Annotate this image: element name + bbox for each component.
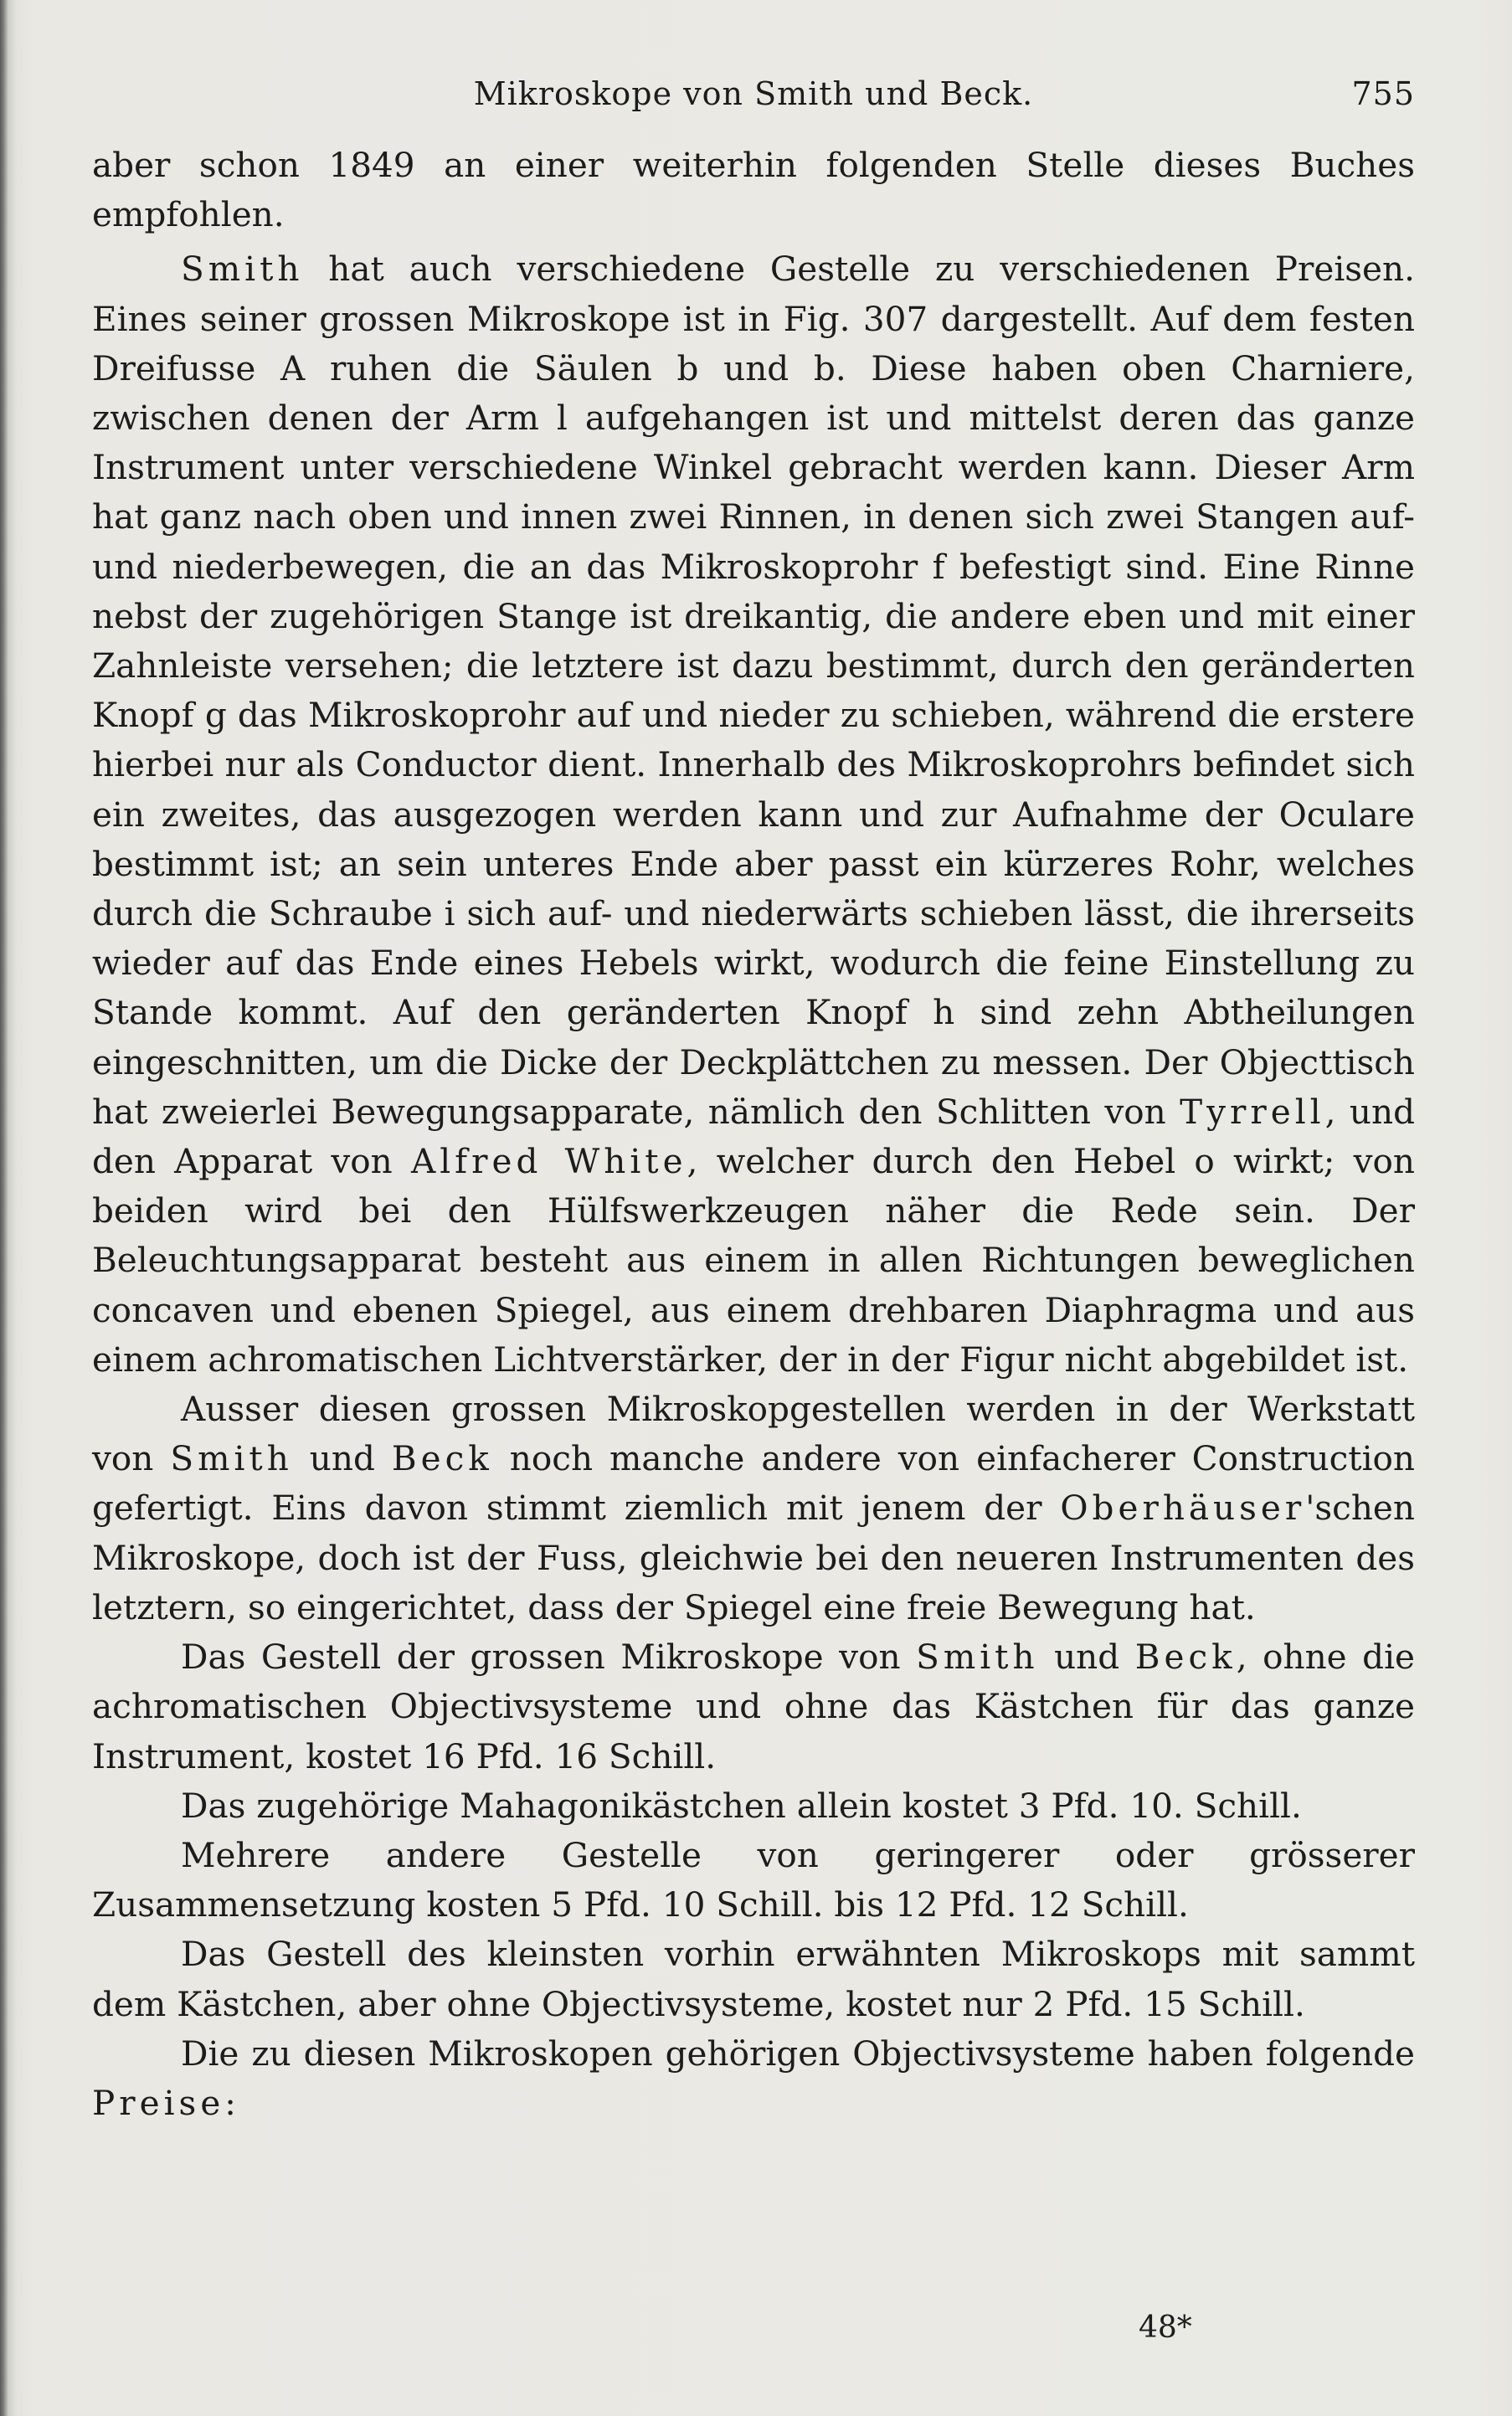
- page-number: 755: [1351, 75, 1415, 112]
- name-smith: Smith: [181, 249, 304, 290]
- p4-und: und: [1038, 1637, 1135, 1678]
- running-head: [92, 75, 1415, 126]
- running-head-title: Mikroskope von Smith und Beck.: [473, 75, 1034, 112]
- body-text: [92, 141, 1415, 2128]
- paragraph-7: Das Gestell des kleinsten vorhin erwähnten Mikroskops mit sammt dem Kästchen, aber ohne Objectivsysteme, kostet nur 2 Pfd. 15 Schill.: [92, 1934, 1415, 2024]
- paragraph-5: Das zugehörige Mahagonikästchen allein kostet 3 Pfd. 10. Schill.: [181, 1785, 1302, 1826]
- name-smith-2: Smith: [170, 1438, 293, 1479]
- name-oberhaeuser: Oberhäuser: [1060, 1488, 1306, 1529]
- p8-text: Die zu diesen Mikroskopen gehörigen Objectivsysteme haben folgende: [181, 2033, 1415, 2074]
- paragraph-8: [92, 2029, 1415, 2128]
- name-beck: Beck: [391, 1438, 493, 1479]
- paragraph-2: [92, 244, 1415, 1385]
- paragraph-6: Mehrere andere Gestelle von geringerer oder grösserer Zusammensetzung kosten 5 Pfd. 10 Schill. bis 12 Pfd. 12 Schill.: [92, 1834, 1415, 1925]
- name-beck-2: Beck: [1134, 1637, 1237, 1678]
- p2-text-2: , und den Apparat von: [92, 1091, 1416, 1182]
- word-preise: Preise:: [92, 2082, 240, 2123]
- name-tyrrell: Tyrrell: [1180, 1091, 1325, 1132]
- p2-text-1: hat auch verschiedene Gestelle zu verschiedenen Preisen. Eines seiner grossen Mikroskope ist in Fig. 307 dargestellt. Auf dem festen Dreifusse A ruhen die Säulen b und b. Diese haben oben Charniere, zwischen denen der Arm l aufgehangen ist und mittelst deren das ganze Instrument unter verschiedene Winkel gebracht werden kann. Dieser Arm hat ganz nach oben und innen zwei Rinnen, in denen sich zwei Stangen auf- und niederbewegen, die an das Mikroskoprohr f befestigt sind. Eine Rinne nebst der zugehörigen Stange ist dreikantig, die andere eben und mit einer Zahnleiste versehen; die letztere ist dazu bestimmt, durch den geränderten Knopf g das Mikroskoprohr auf und nieder zu schieben, während die erstere hierbei nur als Conductor dient. Innerhalb des Mikroskoprohrs befindet sich ein zweites, das ausgezogen werden kann und zur Aufnahme der Oculare bestimmt ist; an sein unteres Ende aber passt ein kürzeres Rohr, welches durch die Schraube i sich auf- und niederwärts schieben lässt, die ihrerseits wieder auf das Ende eines Hebels wirkt, wodurch die feine Einstellung zu Stande kommt. Auf den geränderten Knopf h sind zehn Abtheilungen eingeschnitten, um die Dicke der Deckplättchen zu messen. Der Objecttisch hat zweierlei Bewegungsapparate, nämlich den Schlitten von: [92, 249, 1415, 1132]
- name-smith-3: Smith: [916, 1637, 1039, 1678]
- p3-text-2: noch manche andere von einfacherer Construction gefertigt. Eins davon stimmt ziemlich mit jenem der: [92, 1438, 1415, 1529]
- paragraph-1: aber schon 1849 an einer weiterhin folgenden Stelle dieses Buches empfohlen.: [92, 145, 1415, 235]
- p3-und: und: [292, 1438, 392, 1479]
- p2-text-3: , welcher durch den Hebel o wirkt; von beiden wird bei den Hülfswerkzeugen näher die Rede sein. Der Beleuchtungsapparat besteht aus einem in allen Richtungen beweglichen concaven und ebenen Spiegel, aus einem drehbaren Diaphragma und aus einem achromatischen Lichtverstärker, der in der Figur nicht abgebildet ist.: [92, 1141, 1415, 1380]
- p3-text-1: Ausser diesen grossen Mikroskopgestellen werden in der Werkstatt von: [92, 1389, 1415, 1479]
- paragraph-4: [92, 1632, 1415, 1781]
- p3-text-3: 'schen Mikroskope, doch ist der Fuss, gleichwie bei den neueren Instrumenten des letztern, so eingerichtet, dass der Spiegel eine freie Bewegung hat.: [92, 1488, 1415, 1627]
- name-alfred-white: Alfred White: [410, 1141, 687, 1182]
- p4-text-1: Das Gestell der grossen Mikroskope von: [181, 1637, 917, 1678]
- p4-text-2: , ohne die achromatischen Objectivsysteme und ohne das Kästchen für das ganze Instrument, kostet 16 Pfd. 16 Schill.: [92, 1637, 1415, 1776]
- paragraph-3: [92, 1385, 1415, 1632]
- signature-mark: 48*: [1139, 2311, 1192, 2345]
